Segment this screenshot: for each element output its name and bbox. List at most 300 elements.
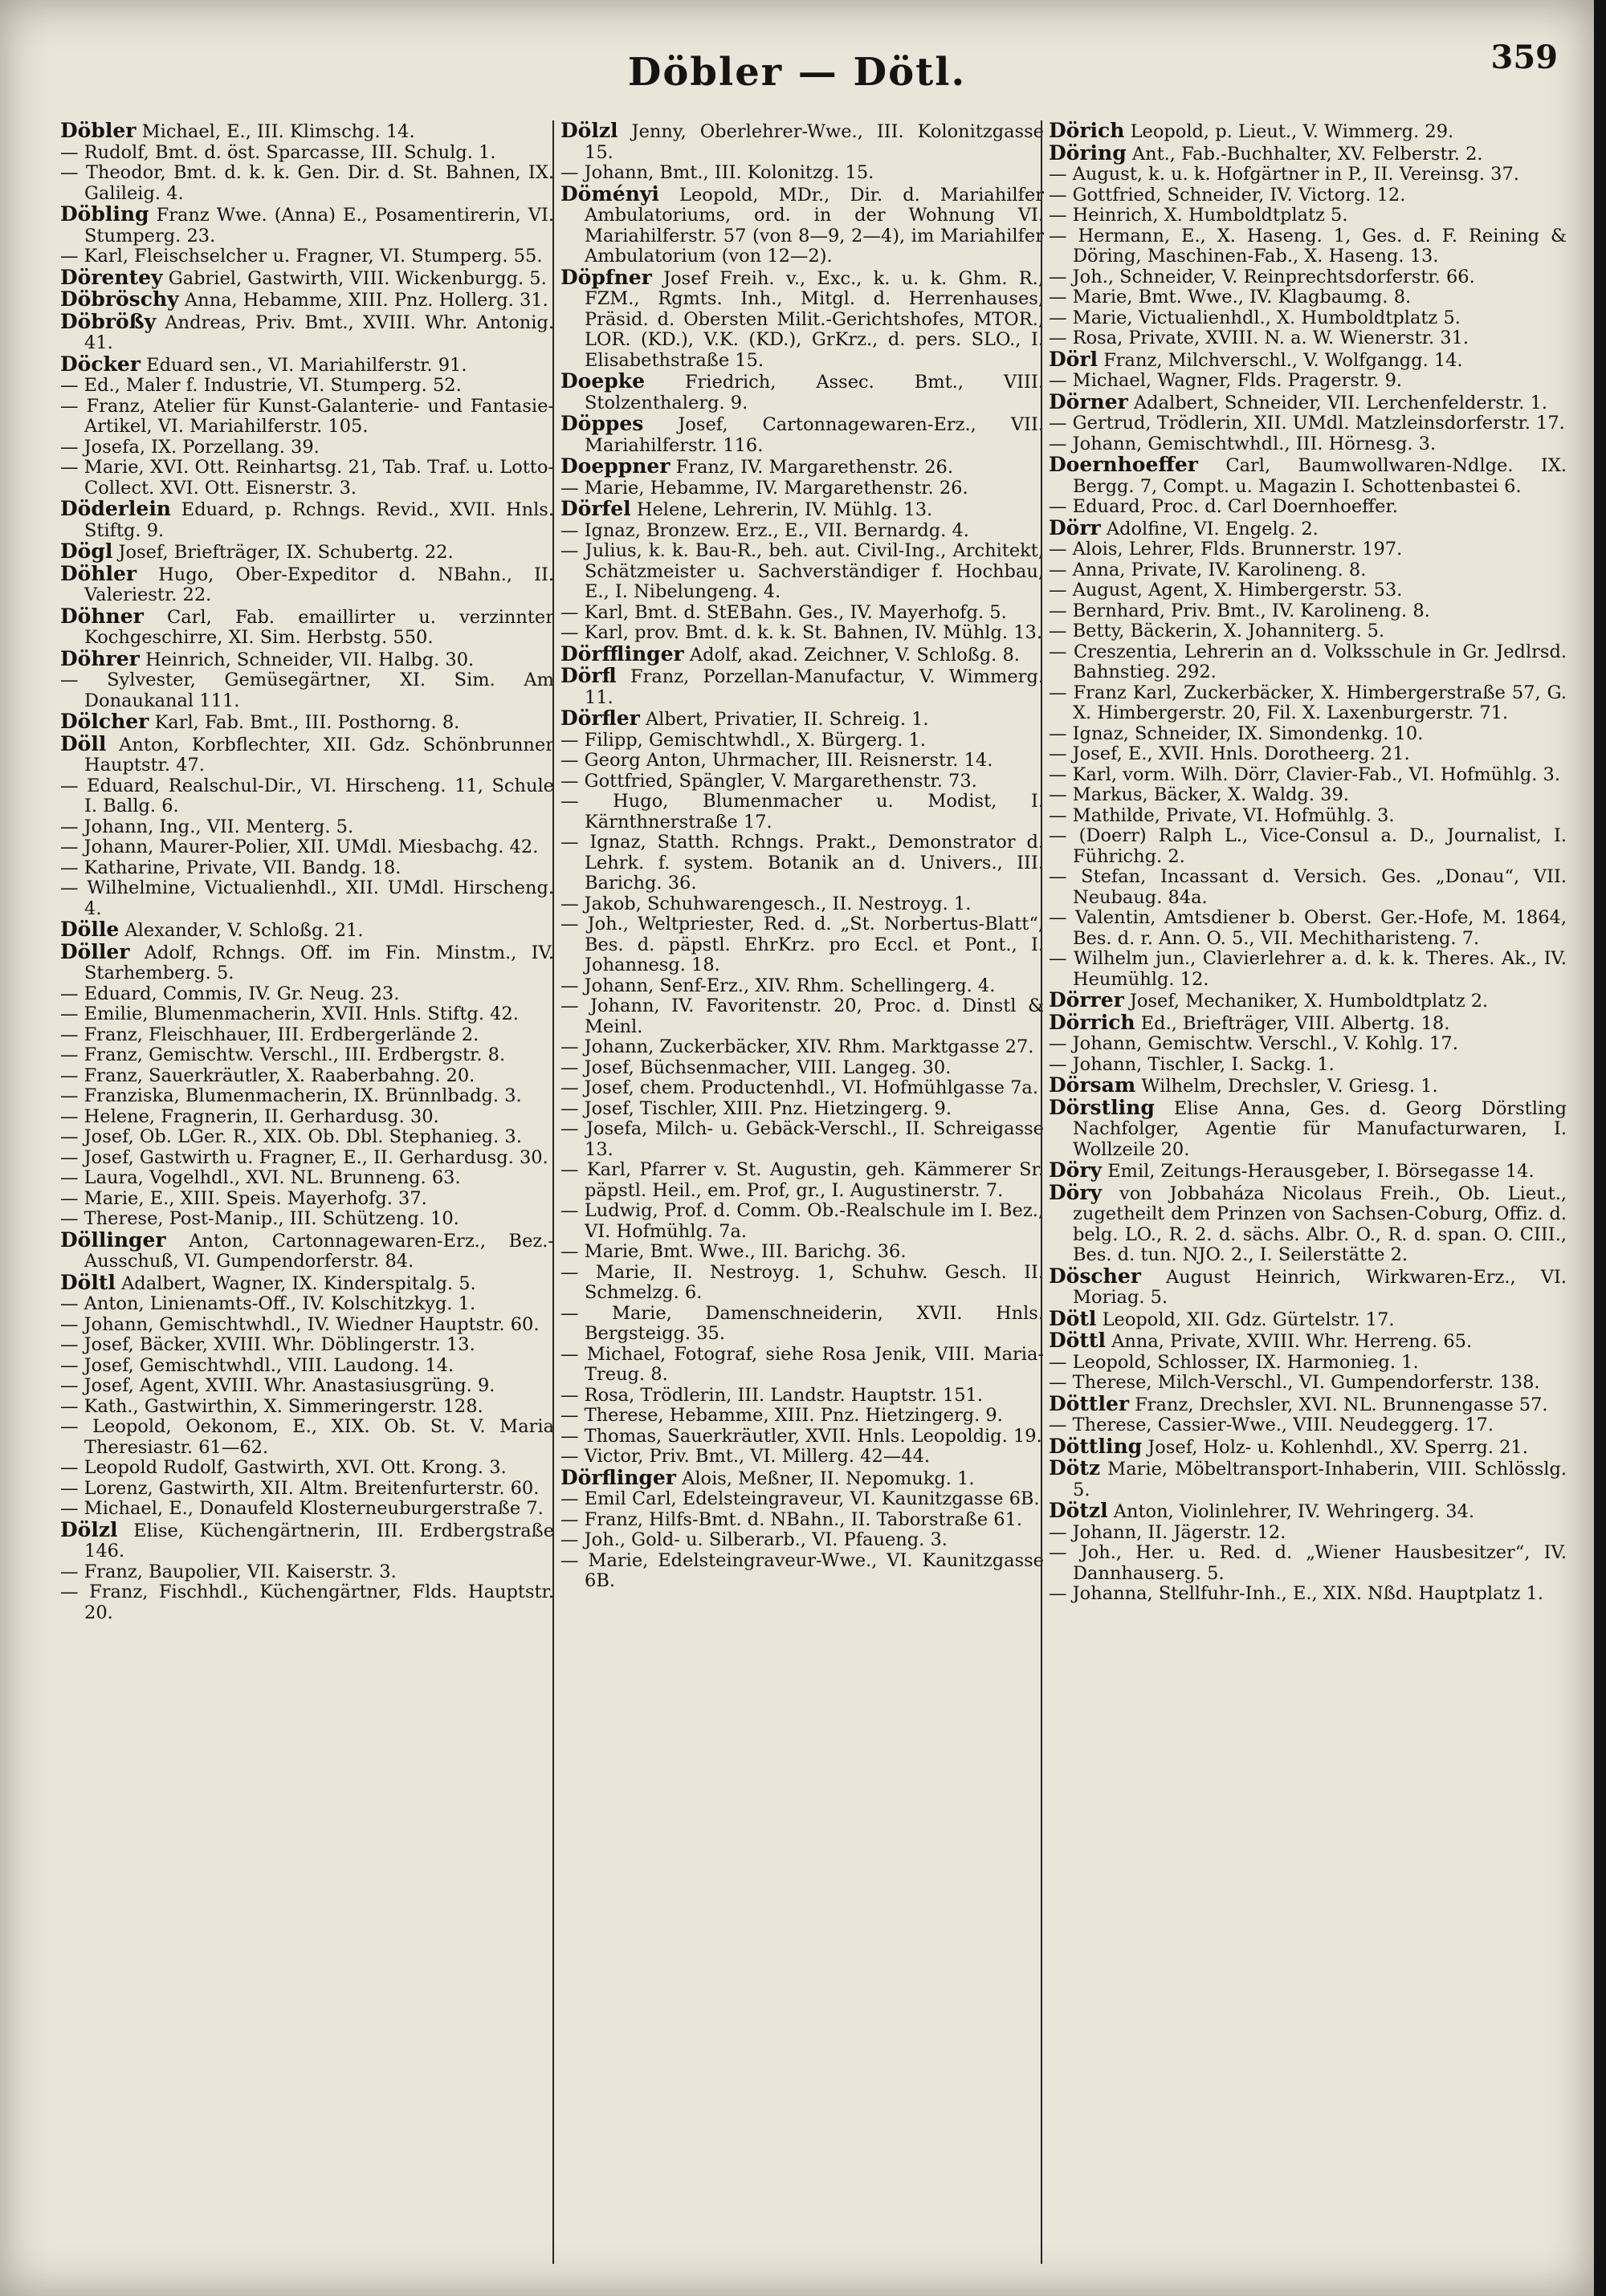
directory-entry	[60, 143, 554, 164]
directory-entry	[1049, 765, 1567, 786]
directory-entry	[560, 267, 1044, 372]
entry-text: Friedrich, Assec. Bmt., VIII. Stolzenthalerg. 9.	[585, 372, 1044, 413]
entry-text: — Johanna, Stellfuhr-Inh., E., XIX. Nßd. Hauptplatz 1.	[1049, 1583, 1544, 1604]
entry-text: — Franz, Gemischtw. Verschl., III. Erdbergstr. 8.	[60, 1044, 506, 1065]
entry-text: — Johann, Gemischtwhdl., IV. Wiedner Hauptstr. 60.	[60, 1313, 540, 1335]
directory-entry	[560, 666, 1044, 708]
entry-text: — Mathilde, Private, VI. Hofmühlg. 3.	[1049, 804, 1395, 826]
directory-entry	[1049, 949, 1567, 990]
entry-text: — Filipp, Gemischtwhdl., X. Bürgerg. 1.	[560, 729, 927, 751]
directory-entry	[1049, 683, 1567, 724]
directory-entry	[60, 1582, 554, 1623]
directory-entry	[60, 376, 554, 397]
entry-surname: Döpfner	[560, 265, 652, 289]
entry-text: — Markus, Bäcker, X. Waldg. 39.	[1049, 784, 1349, 805]
entry-text: — Emil Carl, Edelsteingraveur, VI. Kaunitzgasse 6B.	[560, 1488, 1040, 1509]
directory-entry	[1049, 785, 1567, 806]
entry-surname: Döttler	[1049, 1391, 1130, 1415]
entry-surname: Dögl	[60, 539, 113, 563]
entry-surname: Dörich	[1049, 120, 1125, 142]
entry-text: — Eduard, Proc. d. Carl Doernhoeffer.	[1049, 496, 1398, 517]
entry-text: — Ignaz, Bronzew. Erz., E., VII. Bernardg. 4.	[560, 519, 969, 541]
directory-entry	[1049, 1458, 1567, 1500]
directory-entry	[60, 878, 554, 919]
directory-entry	[560, 120, 1044, 163]
entry-surname: Dörstling	[1049, 1095, 1155, 1119]
directory-entry	[1049, 990, 1567, 1012]
entry-text: — Thomas, Sauerkräutler, XVII. Hnls. Leopoldig. 19.	[560, 1425, 1042, 1447]
entry-text: — Johann, Senf-Erz., XIV. Rhm. Schellingerg. 4.	[560, 975, 996, 996]
entry-text: — Franz, Sauerkräutler, X. Raaberbahng. 20.	[60, 1065, 475, 1086]
entry-surname: Döbrößy	[60, 309, 157, 333]
entry-text: Adolfine, VI. Engelg. 2.	[1106, 518, 1319, 539]
entry-text: Adalbert, Wagner, IX. Kinderspitalg. 5.	[121, 1272, 476, 1294]
directory-entry	[1049, 1584, 1567, 1605]
directory-entry	[1049, 1160, 1567, 1183]
directory-entry	[560, 996, 1044, 1037]
directory-entry	[1049, 287, 1567, 308]
directory-entry	[560, 1037, 1044, 1058]
entry-text: — Johann, Tischler, I. Sackg. 1.	[1049, 1053, 1335, 1075]
entry-text: — Betty, Bäckerin, X. Johanniterg. 5.	[1049, 621, 1385, 641]
entry-text: — Heinrich, X. Humboldtplatz 5.	[1049, 205, 1348, 226]
directory-entry	[1049, 328, 1567, 349]
entry-text: — Leopold Rudolf, Gastwirth, XVI. Ott. Krong. 3.	[60, 1457, 507, 1478]
entry-surname: Dörflinger	[560, 1465, 676, 1489]
entry-text: Marie, Möbeltransport-Inhaberin, VIII. Schlösslg. 5.	[1073, 1459, 1567, 1500]
directory-entry	[60, 1499, 554, 1520]
entry-surname: Döbröschy	[60, 287, 179, 311]
entry-text: — Hermann, E., X. Haseng. 1, Ges. d. F. Reining & Döring, Maschinen-Fab., X. Haseng. 13.	[1049, 225, 1567, 267]
entry-text: — Ignaz, Statth. Rchngs. Prakt., Demonstrator d. Lehrk. f. system. Botanik an d. Univers., III. Barichg. 36.	[560, 832, 1044, 894]
directory-entry	[60, 1294, 554, 1315]
entry-surname: Doepke	[560, 369, 645, 393]
directory-entry	[560, 1427, 1044, 1447]
entry-text: — Karl, vorm. Wilh. Dörr, Clavier-Fab., VI. Hofmühlg. 3.	[1049, 763, 1561, 785]
directory-entry	[1049, 226, 1567, 267]
entry-text: — Johann, Gemischtwhdl., III. Hörnesg. 3.	[1049, 433, 1437, 454]
directory-entry	[60, 646, 554, 671]
entry-text: — Michael, E., Donaufeld Klosterneuburgerstraße 7.	[60, 1498, 544, 1519]
directory-entry	[560, 641, 1044, 666]
entry-text: — Johann, Gemischtw. Verschl., V. Kohlg. 17.	[1049, 1033, 1458, 1054]
entry-text: Josef, Mechaniker, X. Humboldtplatz 2.	[1129, 991, 1489, 1012]
entry-text: — Josef, chem. Productenhdl., VI. Hofmühlgasse 7a.	[560, 1077, 1038, 1098]
directory-entry	[60, 1004, 554, 1025]
entry-text: — Therese, Milch-Verschl., VI. Gumpendorferstr. 138.	[1049, 1372, 1540, 1393]
directory-entry	[60, 246, 554, 267]
entry-text: — Joh., Her. u. Red. d. „Wiener Hausbesitzer“, IV. Dannhauserg. 5.	[1049, 1542, 1567, 1584]
directory-entry	[60, 1315, 554, 1336]
entry-surname: Dörentey	[60, 265, 163, 289]
entry-text: — Josefa, Milch- u. Gebäck-Verschl., II. Schreigasse 13.	[560, 1118, 1044, 1160]
entry-text: — Therese, Post-Manip., III. Schützeng. 10.	[60, 1208, 459, 1229]
entry-text: Alois, Meßner, II. Nepomukg. 1.	[682, 1468, 975, 1489]
entry-text: — Johann, Bmt., III. Kolonitzg. 15.	[560, 162, 874, 183]
directory-entry	[60, 837, 554, 858]
entry-text: Michael, E., III. Klimschg. 14.	[141, 121, 415, 142]
entry-text: Josef, Holz- u. Kohlenhdl., XV. Sperrg. 21.	[1147, 1436, 1528, 1458]
entry-text: Elise Anna, Ges. d. Georg Dörstling Nachfolger, Agentie für Manufacturwaren, I. Wollzeile 20.	[1073, 1097, 1567, 1160]
directory-entry	[560, 1078, 1044, 1099]
directory-entry	[60, 1376, 554, 1397]
entry-text: Adolf, Rchngs. Off. im Fin. Minstm., IV. Starhemberg. 5.	[84, 942, 554, 983]
entry-surname: Dölzl	[60, 1517, 118, 1541]
entry-text: — Karl, Pfarrer v. St. Augustin, geh. Kämmerer Sr. päpstl. Heil., em. Prof, gr., I. Augustinerstr. 7.	[560, 1159, 1044, 1201]
directory-entry	[60, 1417, 554, 1458]
entry-text: — Karl, prov. Bmt. d. k. k. St. Bahnen, IV. Mühlg. 13.	[560, 622, 1042, 643]
directory-entry	[1049, 165, 1567, 185]
entry-text: — Josef, Agent, XVIII. Whr. Anastasiusgrüng. 9.	[60, 1375, 495, 1396]
directory-entry	[60, 1189, 554, 1210]
entry-text: — Laura, Vogelhdl., XVI. NL. Brunneng. 63.	[60, 1167, 461, 1188]
directory-entry	[560, 833, 1044, 894]
directory-entry	[60, 1397, 554, 1418]
entry-text: — Johann, Maurer-Polier, XII. UMdl. Miesbachg. 42.	[60, 837, 539, 857]
directory-entry	[1049, 389, 1567, 414]
entry-text: Emil, Zeitungs-Herausgeber, I. Börsegasse 14.	[1107, 1161, 1535, 1182]
entry-text: Helene, Lehrerin, IV. Mühlg. 13.	[636, 499, 933, 520]
directory-entry	[1049, 1391, 1567, 1416]
column-3	[1041, 120, 1567, 2264]
entry-text: Josef Freih. v., Exc., k. u. k. Ghm. R., FZM., Rgmts. Inh., Mitgl. d. Herrenhauses, Präsid. d. Obersten Milit.-Gerichtshofes, MTOR., LOR. (KD.), V.K. (KD.), GrKrz., d. pers. SLO., I. Elisabethstraße 15.	[585, 267, 1044, 371]
entry-surname: Doeppner	[560, 454, 671, 478]
directory-entry	[60, 670, 554, 711]
directory-entry	[60, 1107, 554, 1128]
directory-entry	[60, 499, 554, 541]
directory-entry	[60, 1086, 554, 1107]
entry-text: — Anton, Linienamts-Off., IV. Kolschitzkyg. 1.	[60, 1293, 476, 1314]
entry-text: — Leopold, Oekonom, E., XIX. Ob. St. V. Maria Theresiastr. 61—62.	[60, 1416, 554, 1458]
directory-entry	[1049, 1266, 1567, 1309]
directory-entry	[1049, 580, 1567, 601]
entry-surname: Dötzl	[1049, 1499, 1108, 1522]
entry-text: Anton, Violinlehrer, IV. Wehringerg. 34.	[1113, 1501, 1475, 1522]
directory-entry	[60, 1562, 554, 1583]
entry-surname: Döderlein	[60, 497, 171, 520]
entry-surname: Döhrer	[60, 646, 140, 670]
entry-text: Ant., Fab.-Buchhalter, XV. Felberstr. 2.	[1131, 143, 1483, 165]
directory-entry	[560, 976, 1044, 997]
entry-text: — Franz, Hilfs-Bmt. d. NBahn., II. Taborstraße 61.	[560, 1508, 1023, 1530]
directory-entry	[560, 499, 1044, 521]
directory-entry	[60, 354, 554, 377]
directory-entry	[60, 1479, 554, 1500]
entry-text: — Rosa, Trödlerin, III. Landstr. Hauptstr. 151.	[560, 1384, 984, 1406]
entry-text: August Heinrich, Wirkwaren-Erz., VI. Moriag. 5.	[1073, 1266, 1567, 1308]
entry-surname: Dölzl	[560, 120, 618, 142]
entry-text: — Stefan, Incassant d. Versich. Ges. „Donau“, VII. Neubaug. 84a.	[1049, 866, 1567, 908]
directory-entry	[60, 1272, 554, 1295]
entry-text: — Wilhelm jun., Clavierlehrer a. d. k. k. Theres. Ak., IV. Heumühlg. 12.	[1049, 948, 1567, 990]
entry-text: — Johann, Ing., VII. Menterg. 5.	[60, 816, 354, 837]
entry-text: — Ed., Maler f. Industrie, VI. Stumperg. 52.	[60, 375, 462, 396]
directory-entry	[560, 1386, 1044, 1407]
entry-text: Anna, Private, XVIII. Whr. Herreng. 65.	[1111, 1331, 1473, 1352]
directory-entry	[560, 521, 1044, 542]
entry-text: — Marie, II. Nestroyg. 1, Schuhw. Gesch. II. Schmelzg. 6.	[560, 1261, 1044, 1303]
entry-text: Alexander, V. Schloßg. 21.	[124, 920, 364, 941]
entry-text: Carl, Baumwollwaren-Ndlge. IX. Bergg. 7, Compt. u. Magazin I. Schottenbastei 6.	[1073, 455, 1567, 497]
entry-surname: Dörsam	[1049, 1073, 1136, 1097]
entry-text: Anton, Cartonnagewaren-Erz., Bez.-Ausschuß, VI. Gumpendorferstr. 84.	[84, 1230, 554, 1272]
entry-text: — Josefa, IX. Porzellang. 39.	[60, 436, 320, 458]
entry-text: — Marie, Edelsteingraveur-Wwe., VI. Kaunitzgasse 6B.	[560, 1549, 1044, 1591]
entry-text: Adolf, akad. Zeichner, V. Schloßg. 8.	[689, 644, 1020, 666]
directory-entry	[60, 1045, 554, 1066]
entry-text: — Kath., Gastwirthin, X. Simmeringerstr. 128.	[60, 1395, 483, 1417]
entry-text: Eduard, p. Rchngs. Revid., XVII. Hnls. Stiftg. 9.	[84, 499, 554, 541]
entry-surname: Döring	[1049, 140, 1127, 165]
entry-text: — Franz, Fischhdl., Küchengärtner, Flds. Hauptstr. 20.	[60, 1582, 554, 1623]
entry-text: Wilhelm, Drechsler, V. Griesg. 1.	[1141, 1076, 1438, 1097]
entry-text: — Katharine, Private, VII. Bandg. 18.	[60, 857, 402, 878]
directory-entry	[1049, 1075, 1567, 1097]
entry-text: — Bernhard, Priv. Bmt., IV. Karolineng. 8.	[1049, 600, 1430, 621]
directory-entry	[560, 1551, 1044, 1592]
directory-entry	[60, 711, 554, 734]
directory-entry	[60, 163, 554, 204]
entry-text: Karl, Fab. Bmt., III. Posthorng. 8.	[154, 712, 460, 733]
entry-text: — Helene, Fragnerin, II. Gerhardusg. 30.	[60, 1105, 439, 1127]
directory-entry	[560, 1263, 1044, 1304]
entry-text: — Franziska, Blumenmacherin, IX. Brünnlbadg. 3.	[60, 1085, 522, 1106]
entry-surname: Döhner	[60, 604, 144, 628]
entry-text: Hugo, Ober-Expeditor d. NBahn., II. Valeriestr. 22.	[84, 564, 554, 605]
directory-entry	[560, 1530, 1044, 1551]
directory-entry	[560, 751, 1044, 771]
entry-text: — Julius, k. k. Bau-R., beh. aut. Civil-Ing., Architekt, Schätzmeister u. Sachverständiger f. Hochbau, E., I. Nibelungeng. 4.	[560, 540, 1044, 602]
entry-text: — Valentin, Amtsdiener b. Oberst. Ger.-Hofe, M. 1864, Bes. d. r. Ann. O. 5., VII. Mechitharisteng. 7.	[1049, 907, 1567, 949]
entry-surname: Döry	[1049, 1158, 1103, 1182]
column-2	[552, 120, 1044, 2264]
directory-entry	[560, 1201, 1044, 1242]
entry-surname: Döppes	[560, 412, 644, 435]
directory-entry	[60, 1335, 554, 1356]
directory-entry	[560, 1119, 1044, 1160]
entry-surname: Dörrer	[1049, 988, 1124, 1012]
entry-text: — Eduard, Realschul-Dir., VI. Hirscheng. 11, Schule I. Ballg. 6.	[60, 775, 554, 816]
directory-entry	[1049, 908, 1567, 949]
entry-text: — Josef, Bäcker, XVIII. Whr. Döblingerstr. 13.	[60, 1334, 475, 1355]
directory-entry	[1049, 1543, 1567, 1584]
directory-entry	[60, 438, 554, 458]
directory-entry	[1049, 601, 1567, 622]
directory-entry	[60, 1168, 554, 1189]
directory-entry	[1049, 642, 1567, 683]
entry-text: — Jakob, Schuhwarengesch., II. Nestroyg. 1.	[560, 893, 972, 914]
directory-entry	[560, 1160, 1044, 1201]
entry-text: Josef, Briefträger, IX. Schubertg. 22.	[118, 542, 454, 563]
directory-entry	[560, 1304, 1044, 1345]
entry-text: Heinrich, Schneider, VII. Halbg. 30.	[145, 649, 475, 670]
entry-surname: Döményi	[560, 181, 659, 206]
directory-entry	[60, 731, 554, 776]
entry-text: — Marie, XVI. Ott. Reinhartsg. 21, Tab. Traf. u. Lotto-Collect. XVI. Ott. Eisnerstr. 3.	[60, 457, 554, 499]
entry-text: — Anna, Private, IV. Karolineng. 8.	[1049, 559, 1367, 580]
entry-text: Anton, Korbflechter, XII. Gdz. Schönbrunner Hauptstr. 47.	[84, 734, 554, 776]
directory-entry	[60, 541, 554, 564]
entry-surname: Döltl	[60, 1270, 116, 1294]
entry-text: — Franz, Fleischhauer, III. Erdbergerlände 2.	[60, 1024, 479, 1045]
entry-surname: Dörner	[1049, 389, 1128, 413]
page-number: 359	[1490, 39, 1558, 76]
directory-entry	[1049, 1415, 1567, 1436]
directory-entry	[60, 120, 554, 143]
directory-entry	[1049, 1353, 1567, 1374]
directory-entry	[60, 561, 554, 606]
directory-entry	[560, 1058, 1044, 1079]
entry-text: — Ignaz, Schneider, IX. Simondenkg. 10.	[1049, 723, 1424, 744]
entry-text: Andreas, Priv. Bmt., XVIII. Whr. Antonig. 41.	[84, 311, 554, 353]
directory-entry	[1049, 867, 1567, 908]
directory-entry	[60, 397, 554, 438]
directory-entry	[560, 456, 1044, 478]
entry-surname: Dörfflinger	[560, 641, 684, 666]
entry-text: — Karl, Fleischselcher u. Fragner, VI. Stumperg. 55.	[60, 246, 543, 267]
entry-text: Albert, Privatier, II. Schreig. 1.	[645, 709, 929, 730]
entry-text: — Alois, Lehrer, Flds. Brunnerstr. 197.	[1049, 539, 1403, 560]
entry-text: — Franz Karl, Zuckerbäcker, X. Himbergerstraße 57, G. X. Himbergerstr. 20, Fil. X. Laxenburgerstr. 71.	[1049, 682, 1567, 723]
directory-entry	[560, 603, 1044, 624]
entry-text: — Rosa, Private, XVIII. N. a. W. Wienerstr. 31.	[1049, 328, 1469, 348]
directory-entry	[60, 1209, 554, 1230]
entry-surname: Dörfel	[560, 497, 631, 520]
entry-surname: Döbler	[60, 120, 137, 142]
entry-text: — Josef, Büchsenmacher, VIII. Langeg. 30.	[560, 1056, 952, 1078]
entry-text: — (Doerr) Ralph L., Vice-Consul a. D., Journalist, I. Führichg. 2.	[1049, 825, 1567, 867]
directory-entry	[560, 541, 1044, 603]
directory-entry	[1049, 1306, 1567, 1331]
directory-entry	[560, 413, 1044, 456]
entry-surname: Dörl	[1049, 347, 1099, 371]
entry-text: — Victor, Priv. Bmt., VI. Millerg. 42—44.	[560, 1446, 931, 1467]
directory-entry	[60, 858, 554, 879]
entry-surname: Döller	[60, 939, 130, 963]
directory-entry	[560, 708, 1044, 731]
directory-entry	[60, 1227, 554, 1272]
directory-entry	[560, 731, 1044, 751]
entry-text: — Josef, Gastwirth u. Fragner, E., II. Gerhardusg. 30.	[60, 1146, 548, 1168]
directory-entry	[560, 1489, 1044, 1510]
directory-entry	[1049, 1500, 1567, 1523]
directory-entry	[560, 1447, 1044, 1468]
entry-text: — Gertrud, Trödlerin, XII. UMdl. Matzleinsdorferstr. 17.	[1049, 413, 1565, 434]
entry-surname: Döttling	[1049, 1434, 1143, 1458]
entry-text: — Marie, Bmt. Wwe., III. Barichg. 36.	[560, 1241, 907, 1262]
directory-entry	[1049, 349, 1567, 372]
directory-entry	[60, 919, 554, 942]
scan-edge	[1594, 0, 1606, 2296]
entry-text: Anna, Hebamme, XIII. Pnz. Hollerg. 31.	[184, 290, 548, 311]
entry-text: Gabriel, Gastwirth, VIII. Wickenburgg. 5.	[168, 267, 547, 289]
directory-entry	[560, 1345, 1044, 1386]
directory-entry	[1049, 826, 1567, 867]
entry-text: — Joh., Schneider, V. Reinprechtsdorferstr. 66.	[1049, 266, 1475, 287]
directory-entry	[1049, 724, 1567, 745]
entry-surname: Doernhoeffer	[1049, 453, 1198, 476]
directory-entry	[1049, 1012, 1567, 1035]
directory-entry	[60, 939, 554, 984]
entry-text: — Josef, E., XVII. Hnls. Dorotheerg. 21.	[1049, 743, 1410, 764]
entry-text: Ed., Briefträger, VIII. Albertg. 18.	[1140, 1012, 1450, 1034]
entry-text: — Lorenz, Gastwirth, XII. Altm. Breitenfurterstr. 60.	[60, 1477, 540, 1499]
entry-text: — Georg Anton, Uhrmacher, III. Reisnerstr. 14.	[560, 750, 993, 771]
entry-text: Leopold, MDr., Dir. d. Mariahilfer Ambulatoriums, ord. in der Wohnung VI. Mariahilferstr. 57 (von 8—9, 2—4), im Mariahilfer Ambulatorium (von 12—2).	[585, 184, 1044, 267]
entry-surname: Dörr	[1049, 515, 1101, 539]
entry-text: Franz, Porzellan-Manufactur, V. Wimmerg. 11.	[585, 666, 1044, 708]
entry-text: — Gottfried, Schneider, IV. Victorg. 12.	[1049, 184, 1406, 206]
directory-entry	[60, 1066, 554, 1087]
entry-text: Franz Wwe. (Anna) E., Posamentirerin, VI. Stumperg. 23.	[84, 205, 554, 246]
directory-entry	[560, 1242, 1044, 1263]
entry-text: — Marie, Bmt. Wwe., IV. Klagbaumg. 8.	[1049, 287, 1412, 307]
directory-entry	[560, 478, 1044, 499]
entry-text: Carl, Fab. emaillirter u. verzinnter Kochgeschirre, XI. Sim. Herbstg. 550.	[84, 606, 554, 648]
entry-text: — Creszentia, Lehrerin an d. Volksschule in Gr. Jedlrsd. Bahnstieg. 292.	[1049, 641, 1567, 682]
directory-entry	[560, 181, 1044, 267]
entry-text: Elise, Küchengärtnerin, III. Erdbergstraße 146.	[84, 1520, 554, 1561]
entry-text: — Hugo, Blumenmacher u. Modist, I. Kärnthnerstraße 17.	[560, 791, 1044, 833]
entry-text: — Eduard, Commis, IV. Gr. Neug. 23.	[60, 983, 400, 1004]
entry-text: — Emilie, Blumenmacherin, XVII. Hnls. Stiftg. 42.	[60, 1003, 519, 1024]
directory-entry	[560, 1406, 1044, 1427]
entry-text: — Ludwig, Prof. d. Comm. Ob.-Realschule im I. Bez., VI. Hofmühlg. 7a.	[560, 1200, 1044, 1242]
entry-text: — Johann, Zuckerbäcker, XIV. Rhm. Marktgasse 27.	[560, 1036, 1034, 1057]
directory-entry	[60, 984, 554, 1005]
entry-text: — Josef, Ob. LGer. R., XIX. Ob. Dbl. Stephanieg. 3.	[60, 1126, 522, 1147]
directory-entry	[60, 1025, 554, 1046]
directory-entry	[1049, 120, 1567, 143]
entry-text: — Leopold, Schlosser, IX. Harmonieg. 1.	[1049, 1351, 1419, 1373]
entry-text: Eduard sen., VI. Mariahilferstr. 91.	[146, 354, 467, 376]
directory-entry	[1049, 1180, 1567, 1266]
entry-text: — August, k. u. k. Hofgärtner in P., II. Vereinsg. 37.	[1049, 164, 1519, 185]
entry-surname: Dörfler	[560, 706, 640, 730]
entry-surname: Dötz	[1049, 1456, 1101, 1480]
directory-entry	[560, 914, 1044, 976]
entry-text: — Johann, II. Jägerstr. 12.	[1049, 1521, 1286, 1543]
directory-entry	[60, 204, 554, 246]
entry-text: — Theodor, Bmt. d. k. k. Gen. Dir. d. St. Bahnen, IX. Galileig. 4.	[60, 162, 554, 204]
entry-text: — Sylvester, Gemüsegärtner, XI. Sim. Am Donaukanal 111.	[60, 670, 554, 711]
directory-entry	[1049, 1330, 1567, 1353]
column-1	[60, 120, 554, 2264]
entry-text: von Jobbaháza Nicolaus Freih., Ob. Lieut., zugetheilt dem Prinzen von Sachsen-Coburg, Offiz. d. belg. LO., R. 2. d. sächs. Albr. O., R. d. span. O. CIII., Bes. d. tun. NJO. 2., I. Seilerstätte 2.	[1073, 1183, 1567, 1265]
directory-entry	[60, 267, 554, 290]
directory-entry	[560, 163, 1044, 184]
entry-text: — Michael, Fotograf, siehe Rosa Jenik, VIII. Maria-Treug. 8.	[560, 1343, 1044, 1385]
entry-text: — Marie, Damenschneiderin, XVII. Hnls. Bergsteigg. 35.	[560, 1302, 1044, 1344]
directory-entry	[1049, 454, 1567, 497]
entry-surname: Dörrich	[1049, 1010, 1135, 1034]
directory-entry	[60, 776, 554, 817]
entry-text: — Josef, Tischler, XIII. Pnz. Hietzingerg. 9.	[560, 1097, 952, 1119]
entry-text: Jenny, Oberlehrer-Wwe., III. Kolonitzgasse 15.	[585, 121, 1044, 163]
directory-entry	[560, 1465, 1044, 1490]
directory-entry	[1049, 413, 1567, 434]
directory-entry	[1049, 371, 1567, 392]
directory-entry	[1049, 744, 1567, 765]
entry-text: — Therese, Cassier-Wwe., VIII. Neudeggerg. 17.	[1049, 1415, 1494, 1435]
directory-entry	[60, 1517, 554, 1562]
entry-text: — Karl, Bmt. d. StEBahn. Ges., IV. Mayerhofg. 5.	[560, 601, 1007, 623]
directory-entry	[1049, 140, 1567, 165]
directory-entry	[560, 623, 1044, 644]
directory-entry	[1049, 1436, 1567, 1459]
directory-entry	[60, 817, 554, 838]
directory-entry	[560, 894, 1044, 915]
